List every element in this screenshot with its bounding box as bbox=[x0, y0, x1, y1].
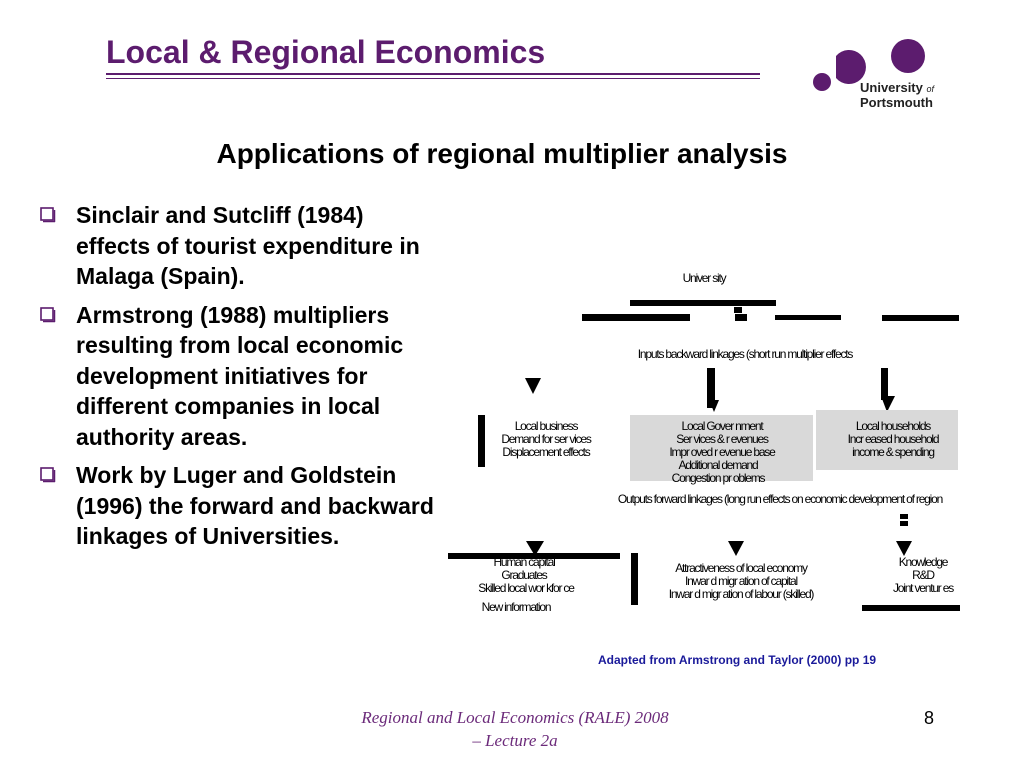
arrow-down-icon bbox=[896, 541, 912, 556]
header-rule-thin bbox=[106, 78, 760, 79]
box-local-government-line: Ser vices & r evenues bbox=[676, 432, 768, 446]
box-knowledge-line: R&D bbox=[912, 568, 934, 582]
footer-line-2: – Lecture 2a bbox=[472, 731, 558, 750]
header-rule bbox=[106, 73, 760, 75]
bullet-list bbox=[40, 200, 435, 560]
diagram-connector bbox=[734, 307, 742, 313]
box-attractiveness-line: Attractiveness of local economy bbox=[675, 561, 807, 575]
box-human-capital-line: Human capital bbox=[493, 555, 555, 569]
box-human-capital-line: New information bbox=[481, 600, 551, 614]
bullet-text: Armstrong (1988) multipliers resulting from local economic development initiatives for different companies in local authority areas. bbox=[76, 301, 404, 450]
box-attractiveness-line: Inwar d migr ation of capital bbox=[685, 574, 797, 588]
page-number: 8 bbox=[924, 708, 935, 728]
box-human-capital-line: Graduates bbox=[501, 568, 547, 582]
checkbox-bullet-icon bbox=[40, 307, 56, 323]
diagram-bar bbox=[775, 315, 841, 320]
box-local-government-line: Additional demand bbox=[678, 458, 758, 472]
slide-title: Applications of regional multiplier analysis bbox=[216, 138, 788, 169]
diagram-university-label: Univer sity bbox=[682, 271, 726, 285]
footer-text bbox=[300, 706, 730, 752]
arrow-down-icon bbox=[525, 378, 541, 394]
arrow-down-icon bbox=[728, 541, 744, 556]
linkage-diagram bbox=[440, 260, 1024, 640]
box-attractiveness-line: Inwar d migr ation of labour (skilled) bbox=[668, 587, 814, 601]
source-citation: Adapted from Armstrong and Taylor (2000) pp 19 bbox=[598, 653, 877, 667]
box-local-household-line: Local households bbox=[855, 419, 931, 433]
logo-text-portsmouth: Portsmouth bbox=[860, 95, 933, 110]
diagram-connector bbox=[881, 368, 888, 400]
svg-text:University of bbox=[860, 80, 936, 95]
box-local-business-line: Displacement effects bbox=[502, 445, 590, 459]
checkbox-bullet-icon bbox=[40, 467, 56, 483]
header-title: Local & Regional Economics bbox=[106, 34, 546, 70]
diagram-bar bbox=[882, 315, 959, 321]
box-human-capital-line: Skilled local wor kfor ce bbox=[478, 581, 574, 595]
box-local-business-line: Local business bbox=[514, 419, 578, 433]
diagram-outputs-label: Outputs forward linkages (long run effects on economic development of region bbox=[617, 492, 943, 506]
box-local-household-line: Incr eased household bbox=[847, 432, 939, 446]
logo-dot-large bbox=[891, 39, 925, 73]
logo-dot-small bbox=[813, 73, 831, 91]
footer-line-1: Regional and Local Economics (RALE) 2008 bbox=[361, 708, 669, 727]
diagram-bracket bbox=[478, 415, 485, 467]
box-local-government-line: Impr oved r evenue base bbox=[669, 445, 775, 459]
box-local-government-line: Local Gover nment bbox=[681, 419, 763, 433]
diagram-bar bbox=[582, 314, 690, 321]
checkbox-bullet-icon bbox=[40, 207, 56, 223]
diagram-inputs-label: Inputs backward linkages (short run multiplier effects bbox=[637, 347, 853, 361]
diagram-connector bbox=[735, 314, 747, 321]
box-knowledge-line: Joint ventur es bbox=[892, 581, 954, 595]
bullet-text: Sinclair and Sutcliff (1984) effects of tourist expenditure in Malaga (Spain). bbox=[76, 202, 420, 289]
diagram-connector bbox=[900, 514, 908, 519]
university-logo bbox=[810, 32, 960, 116]
bullet-item bbox=[40, 460, 435, 552]
diagram-bar bbox=[630, 300, 776, 306]
box-local-household-line: income & spending bbox=[852, 445, 934, 459]
bullet-text: Work by Luger and Goldstein (1996) the forward and backward linkages of Universities. bbox=[76, 462, 434, 549]
box-local-government-line: Congestion pr oblems bbox=[671, 471, 765, 485]
diagram-bracket bbox=[631, 553, 638, 605]
arrow-down-icon bbox=[881, 396, 895, 412]
box-local-business-line: Demand for ser vices bbox=[501, 432, 591, 446]
logo-text-university: University bbox=[860, 80, 923, 95]
diagram-bar bbox=[862, 605, 960, 611]
box-knowledge-line: Knowledge bbox=[898, 555, 948, 569]
bullet-item bbox=[40, 300, 435, 453]
bullet-item bbox=[40, 200, 435, 292]
diagram-connector bbox=[900, 521, 908, 526]
logo-text-of: of bbox=[926, 84, 935, 94]
